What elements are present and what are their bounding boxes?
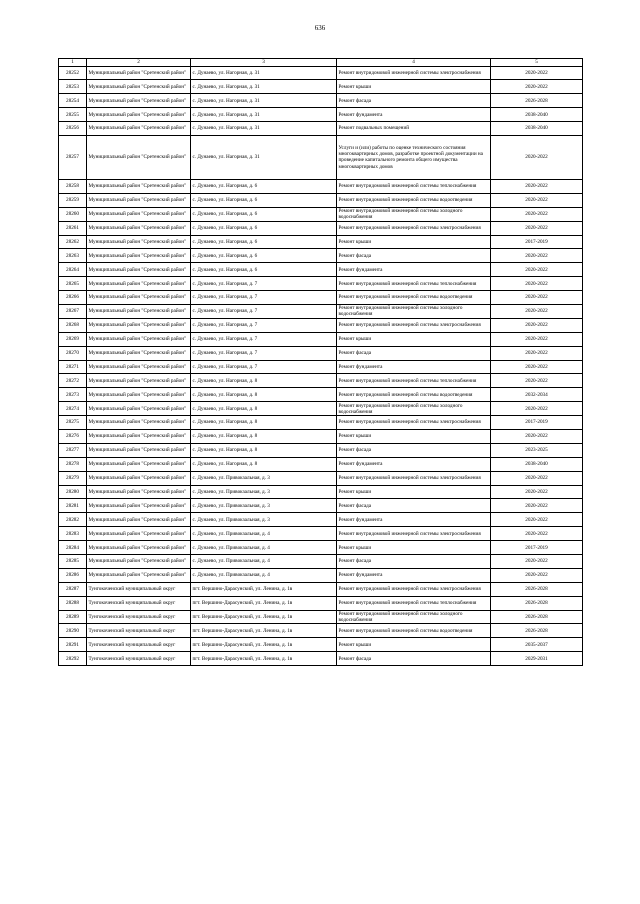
table-row — [59, 291, 583, 305]
row-number-cell: 28261 — [59, 221, 87, 235]
address-cell: с. Дунаево, ул. Нагорная, д. 7 — [191, 291, 337, 305]
address-cell: пгт. Вершино-Дарасунский, ул. Ленина, д. 1в — [191, 610, 337, 624]
period-cell: 2026-2028 — [491, 582, 583, 596]
municipality-cell: Муниципальный район "Сретенский район" — [87, 388, 191, 402]
address-cell: с. Дунаево, ул. Привокзальная, д. 3 — [191, 513, 337, 527]
municipality-cell: Муниципальный район "Сретенский район" — [87, 568, 191, 582]
row-number-cell: 28280 — [59, 485, 87, 499]
municipality-cell: Муниципальный район "Сретенский район" — [87, 207, 191, 221]
column-number: 5 — [491, 59, 583, 67]
table-row — [59, 610, 583, 624]
municipality-cell: Муниципальный район "Сретенский район" — [87, 360, 191, 374]
row-number-cell: 28272 — [59, 374, 87, 388]
table-row — [59, 249, 583, 263]
table-row — [59, 429, 583, 443]
page-number: 636 — [314, 24, 326, 32]
municipality-cell: Муниципальный район "Сретенский район" — [87, 499, 191, 513]
table-row — [59, 332, 583, 346]
municipality-cell: Муниципальный район "Сретенский район" — [87, 135, 191, 179]
row-number-cell: 28282 — [59, 513, 87, 527]
row-number-cell: 28258 — [59, 179, 87, 193]
work-type-cell: Ремонт внутридомовой инженерной системы холодного водоснабжения — [337, 304, 491, 318]
row-number-cell: 28289 — [59, 610, 87, 624]
column-number: 4 — [337, 59, 491, 67]
address-cell: с. Дунаево, ул. Нагорная, д. 7 — [191, 304, 337, 318]
table-row — [59, 638, 583, 652]
table-row — [59, 135, 583, 179]
address-cell: с. Дунаево, ул. Привокзальная, д. 4 — [191, 527, 337, 541]
address-cell: с. Дунаево, ул. Нагорная, д. 31 — [191, 122, 337, 136]
table-row — [59, 207, 583, 221]
address-cell: с. Дунаево, ул. Нагорная, д. 7 — [191, 332, 337, 346]
row-number-cell: 28288 — [59, 596, 87, 610]
address-cell: с. Дунаево, ул. Нагорная, д. 6 — [191, 207, 337, 221]
work-type-cell: Ремонт внутридомовой инженерной системы водоотведения — [337, 193, 491, 207]
table-row — [59, 402, 583, 416]
address-cell: с. Дунаево, ул. Нагорная, д. 31 — [191, 80, 337, 94]
municipality-cell: Муниципальный район "Сретенский район" — [87, 332, 191, 346]
period-cell: 2038-2040 — [491, 108, 583, 122]
period-cell: 2020-2022 — [491, 249, 583, 263]
row-number-cell: 28290 — [59, 624, 87, 638]
row-number-cell: 28260 — [59, 207, 87, 221]
work-type-cell: Услуги и (или) работы по оценке технического состояния многоквартирных домов, разработке проектной документации на проведение капитального ремонта общего имущества многоквартирных домов — [337, 135, 491, 179]
work-type-cell: Ремонт внутридомовой инженерной системы водоотведения — [337, 291, 491, 305]
address-cell: пгт. Вершино-Дарасунский, ул. Ленина, д. 1в — [191, 596, 337, 610]
address-cell: с. Дунаево, ул. Нагорная, д. 7 — [191, 277, 337, 291]
table-row — [59, 513, 583, 527]
period-cell: 2020-2022 — [491, 207, 583, 221]
row-number-cell: 28266 — [59, 291, 87, 305]
municipality-cell: Муниципальный район "Сретенский район" — [87, 374, 191, 388]
table-row — [59, 471, 583, 485]
work-type-cell: Ремонт фасада — [337, 346, 491, 360]
municipality-cell: Тунгокоченский муниципальный округ — [87, 652, 191, 666]
row-number-cell: 28263 — [59, 249, 87, 263]
table-row — [59, 416, 583, 430]
work-type-cell: Ремонт внутридомовой инженерной системы водоотведения — [337, 624, 491, 638]
address-cell: с. Дунаево, ул. Нагорная, д. 31 — [191, 66, 337, 80]
municipality-cell: Муниципальный район "Сретенский район" — [87, 541, 191, 555]
address-cell: с. Дунаево, ул. Привокзальная, д. 3 — [191, 485, 337, 499]
work-type-cell: Ремонт крыши — [337, 80, 491, 94]
municipality-cell: Муниципальный район "Сретенский район" — [87, 193, 191, 207]
address-cell: с. Дунаево, ул. Нагорная, д. 7 — [191, 318, 337, 332]
municipality-cell: Муниципальный район "Сретенский район" — [87, 263, 191, 277]
municipality-cell: Муниципальный район "Сретенский район" — [87, 108, 191, 122]
row-number-cell: 28256 — [59, 122, 87, 136]
row-number-cell: 28262 — [59, 235, 87, 249]
address-cell: с. Дунаево, ул. Нагорная, д. 7 — [191, 360, 337, 374]
table-row — [59, 193, 583, 207]
address-cell: с. Дунаево, ул. Нагорная, д. 8 — [191, 402, 337, 416]
work-type-cell: Ремонт фасада — [337, 652, 491, 666]
row-number-cell: 28277 — [59, 443, 87, 457]
table-row — [59, 94, 583, 108]
work-type-cell: Ремонт крыши — [337, 638, 491, 652]
municipality-cell: Муниципальный район "Сретенский район" — [87, 485, 191, 499]
address-cell: с. Дунаево, ул. Нагорная, д. 6 — [191, 249, 337, 263]
municipality-cell: Муниципальный район "Сретенский район" — [87, 402, 191, 416]
municipality-cell: Муниципальный район "Сретенский район" — [87, 527, 191, 541]
municipality-cell: Муниципальный район "Сретенский район" — [87, 291, 191, 305]
period-cell: 2023-2025 — [491, 443, 583, 457]
row-number-cell: 28269 — [59, 332, 87, 346]
table-row — [59, 263, 583, 277]
period-cell: 2038-2040 — [491, 457, 583, 471]
work-type-cell: Ремонт внутридомовой инженерной системы теплоснабжения — [337, 277, 491, 291]
work-type-cell: Ремонт крыши — [337, 332, 491, 346]
work-type-cell: Ремонт внутридомовой инженерной системы водоотведения — [337, 388, 491, 402]
row-number-cell: 28292 — [59, 652, 87, 666]
municipality-cell: Муниципальный район "Сретенский район" — [87, 66, 191, 80]
period-cell: 2035-2037 — [491, 638, 583, 652]
municipality-cell: Муниципальный район "Сретенский район" — [87, 179, 191, 193]
table-row — [59, 527, 583, 541]
work-type-cell: Ремонт фундамента — [337, 513, 491, 527]
address-cell: с. Дунаево, ул. Привокзальная, д. 4 — [191, 555, 337, 569]
address-cell: пгт. Вершино-Дарасунский, ул. Ленина, д. 1в — [191, 582, 337, 596]
period-cell: 2020-2022 — [491, 179, 583, 193]
municipality-cell: Муниципальный район "Сретенский район" — [87, 513, 191, 527]
work-type-cell: Ремонт фундамента — [337, 568, 491, 582]
work-type-cell: Ремонт крыши — [337, 235, 491, 249]
period-cell: 2020-2022 — [491, 318, 583, 332]
row-number-cell: 28270 — [59, 346, 87, 360]
period-cell: 2020-2022 — [491, 429, 583, 443]
work-type-cell: Ремонт фасада — [337, 94, 491, 108]
municipality-cell: Муниципальный район "Сретенский район" — [87, 457, 191, 471]
address-cell: с. Дунаево, ул. Нагорная, д. 8 — [191, 416, 337, 430]
period-cell: 2020-2022 — [491, 346, 583, 360]
row-number-cell: 28275 — [59, 416, 87, 430]
table-row — [59, 277, 583, 291]
period-cell: 2020-2022 — [491, 568, 583, 582]
table-row — [59, 568, 583, 582]
period-cell: 2020-2022 — [491, 471, 583, 485]
table-row — [59, 596, 583, 610]
period-cell: 2032-2034 — [491, 388, 583, 402]
column-number-row — [59, 59, 583, 67]
address-cell: с. Дунаево, ул. Нагорная, д. 6 — [191, 221, 337, 235]
work-type-cell: Ремонт внутридомовой инженерной системы электроснабжения — [337, 582, 491, 596]
municipality-cell: Муниципальный район "Сретенский район" — [87, 416, 191, 430]
municipality-cell: Тунгокоченский муниципальный округ — [87, 624, 191, 638]
municipality-cell: Тунгокоченский муниципальный округ — [87, 582, 191, 596]
municipality-cell: Тунгокоченский муниципальный округ — [87, 596, 191, 610]
table-row — [59, 346, 583, 360]
work-type-cell: Ремонт внутридомовой инженерной системы теплоснабжения — [337, 179, 491, 193]
address-cell: с. Дунаево, ул. Привокзальная, д. 3 — [191, 471, 337, 485]
municipality-cell: Муниципальный район "Сретенский район" — [87, 555, 191, 569]
address-cell: с. Дунаево, ул. Привокзальная, д. 4 — [191, 541, 337, 555]
address-cell: с. Дунаево, ул. Нагорная, д. 7 — [191, 346, 337, 360]
period-cell: 2038-2040 — [491, 122, 583, 136]
address-cell: пгт. Вершино-Дарасунский, ул. Ленина, д. 1в — [191, 638, 337, 652]
row-number-cell: 28286 — [59, 568, 87, 582]
work-type-cell: Ремонт фасада — [337, 249, 491, 263]
table-row — [59, 652, 583, 666]
work-type-cell: Ремонт внутридомовой инженерной системы холодного водоснабжения — [337, 610, 491, 624]
period-cell: 2017-2019 — [491, 416, 583, 430]
municipality-cell: Муниципальный район "Сретенский район" — [87, 429, 191, 443]
work-type-cell: Ремонт внутридомовой инженерной системы холодного водоснабжения — [337, 402, 491, 416]
row-number-cell: 28265 — [59, 277, 87, 291]
row-number-cell: 28255 — [59, 108, 87, 122]
work-type-cell: Ремонт внутридомовой инженерной системы теплоснабжения — [337, 374, 491, 388]
work-type-cell: Ремонт крыши — [337, 485, 491, 499]
table-row — [59, 457, 583, 471]
row-number-cell: 28287 — [59, 582, 87, 596]
address-cell: с. Дунаево, ул. Нагорная, д. 8 — [191, 374, 337, 388]
table-row — [59, 499, 583, 513]
municipality-cell: Муниципальный район "Сретенский район" — [87, 80, 191, 94]
address-cell: с. Дунаево, ул. Нагорная, д. 6 — [191, 235, 337, 249]
row-number-cell: 28267 — [59, 304, 87, 318]
row-number-cell: 28253 — [59, 80, 87, 94]
municipality-cell: Муниципальный район "Сретенский район" — [87, 235, 191, 249]
address-cell: с. Дунаево, ул. Нагорная, д. 8 — [191, 457, 337, 471]
municipality-cell: Муниципальный район "Сретенский район" — [87, 318, 191, 332]
municipality-cell: Муниципальный район "Сретенский район" — [87, 443, 191, 457]
period-cell: 2017-2019 — [491, 541, 583, 555]
row-number-cell: 28284 — [59, 541, 87, 555]
municipality-cell: Муниципальный район "Сретенский район" — [87, 249, 191, 263]
address-cell: с. Дунаево, ул. Нагорная, д. 8 — [191, 443, 337, 457]
work-type-cell: Ремонт фундамента — [337, 108, 491, 122]
row-number-cell: 28271 — [59, 360, 87, 374]
work-type-cell: Ремонт внутридомовой инженерной системы холодного водоснабжения — [337, 207, 491, 221]
municipality-cell: Муниципальный район "Сретенский район" — [87, 346, 191, 360]
column-number: 3 — [191, 59, 337, 67]
row-number-cell: 28281 — [59, 499, 87, 513]
table-row — [59, 108, 583, 122]
period-cell: 2029-2031 — [491, 652, 583, 666]
row-number-cell: 28283 — [59, 527, 87, 541]
row-number-cell: 28257 — [59, 135, 87, 179]
table-row — [59, 360, 583, 374]
work-type-cell: Ремонт фундамента — [337, 457, 491, 471]
work-type-cell: Ремонт фундамента — [337, 263, 491, 277]
table-row — [59, 179, 583, 193]
work-type-cell: Ремонт крыши — [337, 429, 491, 443]
row-number-cell: 28252 — [59, 66, 87, 80]
table-row — [59, 235, 583, 249]
municipality-cell: Муниципальный район "Сретенский район" — [87, 304, 191, 318]
table-row — [59, 541, 583, 555]
period-cell: 2026-2028 — [491, 596, 583, 610]
table-row — [59, 221, 583, 235]
address-cell: с. Дунаево, ул. Нагорная, д. 6 — [191, 263, 337, 277]
work-type-cell: Ремонт внутридомовой инженерной системы электроснабжения — [337, 66, 491, 80]
period-cell: 2020-2022 — [491, 485, 583, 499]
period-cell: 2020-2022 — [491, 291, 583, 305]
table-row — [59, 555, 583, 569]
period-cell: 2020-2022 — [491, 555, 583, 569]
work-type-cell: Ремонт фасада — [337, 499, 491, 513]
row-number-cell: 28285 — [59, 555, 87, 569]
table-row — [59, 122, 583, 136]
row-number-cell: 28268 — [59, 318, 87, 332]
period-cell: 2020-2022 — [491, 499, 583, 513]
period-cell: 2020-2022 — [491, 513, 583, 527]
municipality-cell: Муниципальный район "Сретенский район" — [87, 471, 191, 485]
row-number-cell: 28278 — [59, 457, 87, 471]
address-cell: с. Дунаево, ул. Нагорная, д. 6 — [191, 193, 337, 207]
work-type-cell: Ремонт фасада — [337, 443, 491, 457]
period-cell: 2017-2019 — [491, 235, 583, 249]
period-cell: 2020-2022 — [491, 80, 583, 94]
table-row — [59, 443, 583, 457]
table-row — [59, 66, 583, 80]
period-cell: 2026-2028 — [491, 94, 583, 108]
row-number-cell: 28274 — [59, 402, 87, 416]
period-cell: 2020-2022 — [491, 374, 583, 388]
address-cell: с. Дунаево, ул. Нагорная, д. 31 — [191, 94, 337, 108]
period-cell: 2020-2022 — [491, 135, 583, 179]
address-cell: с. Дунаево, ул. Нагорная, д. 31 — [191, 108, 337, 122]
row-number-cell: 28291 — [59, 638, 87, 652]
table-row — [59, 318, 583, 332]
address-cell: с. Дунаево, ул. Нагорная, д. 6 — [191, 179, 337, 193]
work-type-cell: Ремонт внутридомовой инженерной системы электроснабжения — [337, 318, 491, 332]
work-type-cell: Ремонт внутридомовой инженерной системы электроснабжения — [337, 527, 491, 541]
work-type-cell: Ремонт фундамента — [337, 360, 491, 374]
row-number-cell: 28279 — [59, 471, 87, 485]
table-row — [59, 80, 583, 94]
period-cell: 2020-2022 — [491, 527, 583, 541]
address-cell: пгт. Вершино-Дарасунский, ул. Ленина, д. 1в — [191, 652, 337, 666]
table-row — [59, 374, 583, 388]
address-cell: с. Дунаево, ул. Привокзальная, д. 3 — [191, 499, 337, 513]
row-number-cell: 28273 — [59, 388, 87, 402]
period-cell: 2020-2022 — [491, 263, 583, 277]
row-number-cell: 28276 — [59, 429, 87, 443]
work-type-cell: Ремонт внутридомовой инженерной системы электроснабжения — [337, 471, 491, 485]
period-cell: 2020-2022 — [491, 193, 583, 207]
row-number-cell: 28264 — [59, 263, 87, 277]
period-cell: 2026-2028 — [491, 624, 583, 638]
period-cell: 2020-2022 — [491, 360, 583, 374]
table-row — [59, 624, 583, 638]
column-number: 2 — [87, 59, 191, 67]
period-cell: 2020-2022 — [491, 66, 583, 80]
work-type-cell: Ремонт крыши — [337, 541, 491, 555]
municipality-cell: Муниципальный район "Сретенский район" — [87, 277, 191, 291]
work-type-cell: Ремонт подвальных помещений — [337, 122, 491, 136]
municipality-cell: Тунгокоченский муниципальный округ — [87, 638, 191, 652]
period-cell: 2020-2022 — [491, 304, 583, 318]
address-cell: пгт. Вершино-Дарасунский, ул. Ленина, д. 1в — [191, 624, 337, 638]
table-row — [59, 582, 583, 596]
period-cell: 2020-2022 — [491, 332, 583, 346]
municipality-cell: Муниципальный район "Сретенский район" — [87, 221, 191, 235]
municipality-cell: Тунгокоченский муниципальный округ — [87, 610, 191, 624]
address-cell: с. Дунаево, ул. Нагорная, д. 8 — [191, 388, 337, 402]
period-cell: 2020-2022 — [491, 277, 583, 291]
work-type-cell: Ремонт внутридомовой инженерной системы теплоснабжения — [337, 596, 491, 610]
row-number-cell: 28259 — [59, 193, 87, 207]
municipality-cell: Муниципальный район "Сретенский район" — [87, 122, 191, 136]
work-type-cell: Ремонт внутридомовой инженерной системы электроснабжения — [337, 416, 491, 430]
period-cell: 2020-2022 — [491, 402, 583, 416]
work-type-cell: Ремонт фасада — [337, 555, 491, 569]
municipality-cell: Муниципальный район "Сретенский район" — [87, 94, 191, 108]
column-number: 1 — [59, 59, 87, 67]
address-cell: с. Дунаево, ул. Нагорная, д. 8 — [191, 429, 337, 443]
work-type-cell: Ремонт внутридомовой инженерной системы электроснабжения — [337, 221, 491, 235]
address-cell: с. Дунаево, ул. Нагорная, д. 31 — [191, 135, 337, 179]
row-number-cell: 28254 — [59, 94, 87, 108]
table-row — [59, 485, 583, 499]
period-cell: 2026-2028 — [491, 610, 583, 624]
period-cell: 2020-2022 — [491, 221, 583, 235]
address-cell: с. Дунаево, ул. Привокзальная, д. 4 — [191, 568, 337, 582]
table-row — [59, 304, 583, 318]
table-row — [59, 388, 583, 402]
repair-program-table — [58, 58, 583, 666]
